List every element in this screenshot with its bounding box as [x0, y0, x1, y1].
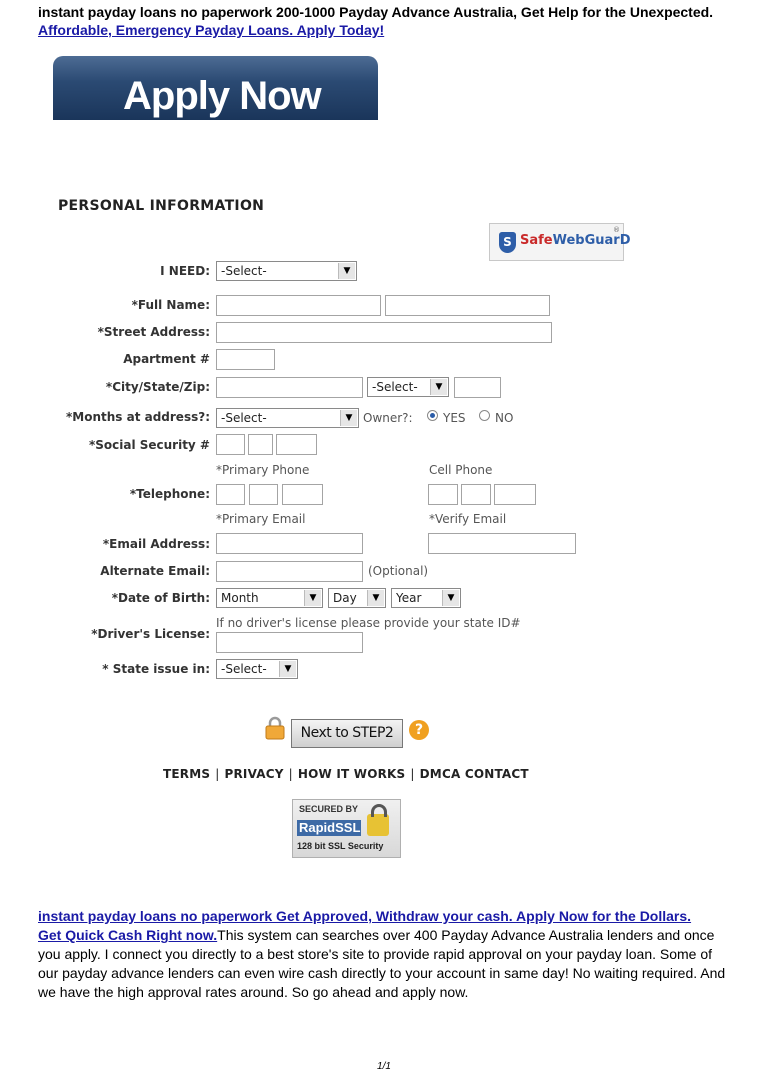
footer-link-dmca[interactable]: DMCA CONTACT	[419, 767, 529, 781]
help-icon[interactable]: ?	[409, 720, 429, 740]
owner-no-label: NO	[495, 411, 514, 425]
dob-day-value: Day	[333, 591, 357, 605]
owner-no-radio[interactable]	[479, 410, 490, 421]
owner-label: Owner?:	[363, 411, 413, 425]
street-address-label: *Street Address:	[97, 325, 210, 339]
badge-text-safe: Safe	[520, 233, 553, 248]
ssl-brand: RapidSSL	[299, 820, 361, 835]
chevron-down-icon: ▼	[279, 661, 296, 677]
optional-note: (Optional)	[368, 564, 429, 578]
body-link-2[interactable]: Get Quick Cash Right now.	[38, 927, 218, 943]
apartment-input[interactable]	[216, 349, 275, 370]
dob-month-select[interactable]	[216, 588, 323, 608]
city-state-zip-label: *City/State/Zip:	[105, 380, 210, 394]
ssn-part3-input[interactable]	[276, 434, 317, 455]
street-address-input[interactable]	[216, 322, 552, 343]
ssn-part2-input[interactable]	[248, 434, 273, 455]
verify-email-label: *Verify Email	[429, 512, 507, 526]
safewebguard-badge	[489, 223, 631, 261]
first-name-input[interactable]	[216, 295, 381, 316]
section-title: PERSONAL INFORMATION	[58, 198, 265, 214]
footer-link-how-it-works[interactable]: HOW IT WORKS	[297, 767, 406, 781]
cell-phone-area-input[interactable]	[428, 484, 458, 505]
cell-phone-prefix-input[interactable]	[461, 484, 491, 505]
body-link-1[interactable]: instant payday loans no paperwork Get Approved, Withdraw your cash. Apply Now for the Dollars.	[38, 908, 692, 924]
state-issue-select[interactable]	[216, 659, 298, 679]
cell-phone-label: Cell Phone	[429, 463, 493, 477]
months-at-address-label: *Months at address?:	[66, 410, 210, 424]
primary-phone-line-input[interactable]	[282, 484, 323, 505]
next-step-button[interactable]: Next to STEP2	[291, 719, 403, 748]
cell-phone-line-input[interactable]	[494, 484, 536, 505]
chevron-down-icon: ▼	[338, 263, 355, 279]
months-select-value: -Select-	[221, 411, 267, 425]
dob-month-value: Month	[221, 591, 259, 605]
page-header-title: instant payday loans no paperwork 200-1000 Payday Advance Australia, Get Help for the Unexpected.	[38, 4, 714, 20]
telephone-label: *Telephone:	[129, 487, 210, 501]
email-input[interactable]	[216, 533, 363, 554]
dob-year-select[interactable]	[391, 588, 461, 608]
dob-day-select[interactable]	[328, 588, 386, 608]
license-note: If no driver's license please provide your state ID#	[216, 616, 521, 630]
body-text: This system can searches over 400 Payday Advance Australia lenders and once you apply. I connect you directly to a best store's site to provide rapid approval on your payday loan. Some of our payday advance lenders can even wire cash directly to your account in same day! No waiting required. And we have the high approval rates around. So go ahead and apply now.	[38, 927, 726, 1000]
page-number: 1/1	[377, 1061, 391, 1072]
drivers-license-label: *Driver's License:	[91, 627, 210, 641]
i-need-value: -Select-	[221, 264, 267, 278]
chevron-down-icon: ▼	[340, 410, 357, 426]
padlock-icon	[367, 814, 389, 836]
alternate-email-label: Alternate Email:	[100, 564, 210, 578]
city-input[interactable]	[216, 377, 363, 398]
zip-input[interactable]	[454, 377, 501, 398]
last-name-input[interactable]	[385, 295, 550, 316]
chevron-down-icon: ▼	[430, 379, 447, 395]
primary-email-label: *Primary Email	[216, 512, 306, 526]
footer-links: TERMS | PRIVACY | HOW IT WORKS | DMCA CONTACT	[163, 767, 529, 781]
owner-yes-label: YES	[443, 411, 466, 425]
months-select[interactable]	[216, 408, 359, 428]
chevron-down-icon: ▼	[304, 590, 321, 606]
state-select-value: -Select-	[372, 380, 418, 394]
full-name-label: *Full Name:	[131, 298, 210, 312]
ssl-strength: 128 bit SSL Security	[297, 841, 384, 851]
primary-phone-label: *Primary Phone	[216, 463, 310, 477]
footer-link-terms[interactable]: TERMS	[163, 767, 211, 781]
registered-mark: ®	[613, 226, 620, 234]
rapidssl-badge	[292, 799, 401, 858]
chevron-down-icon: ▼	[367, 590, 384, 606]
owner-yes-radio[interactable]	[427, 410, 438, 421]
date-of-birth-label: *Date of Birth:	[111, 591, 210, 605]
lock-icon	[265, 716, 285, 740]
chevron-down-icon: ▼	[442, 590, 459, 606]
footer-link-privacy[interactable]: PRIVACY	[224, 767, 284, 781]
i-need-label: I NEED:	[160, 264, 210, 278]
badge-text-webguard: WebGuarD	[552, 233, 631, 248]
body-paragraph	[38, 907, 728, 1002]
state-issue-value: -Select-	[221, 662, 267, 676]
state-select[interactable]	[367, 377, 449, 397]
ssn-part1-input[interactable]	[216, 434, 245, 455]
primary-phone-prefix-input[interactable]	[249, 484, 278, 505]
state-issue-label: * State issue in:	[102, 662, 210, 676]
ssl-secured-by: SECURED BY	[299, 804, 359, 814]
i-need-select[interactable]	[216, 261, 357, 281]
drivers-license-input[interactable]	[216, 632, 363, 653]
dob-year-value: Year	[396, 591, 422, 605]
apply-now-button[interactable]	[53, 56, 378, 120]
ssn-label: *Social Security #	[88, 438, 210, 452]
apply-now-label: Apply Now	[123, 74, 321, 118]
header-link[interactable]: Affordable, Emergency Payday Loans. Apply Today!	[38, 22, 385, 38]
apartment-label: Apartment #	[123, 352, 210, 366]
verify-email-input[interactable]	[428, 533, 576, 554]
alternate-email-input[interactable]	[216, 561, 363, 582]
email-address-label: *Email Address:	[102, 537, 210, 551]
primary-phone-area-input[interactable]	[216, 484, 245, 505]
shield-icon: S	[499, 232, 516, 253]
